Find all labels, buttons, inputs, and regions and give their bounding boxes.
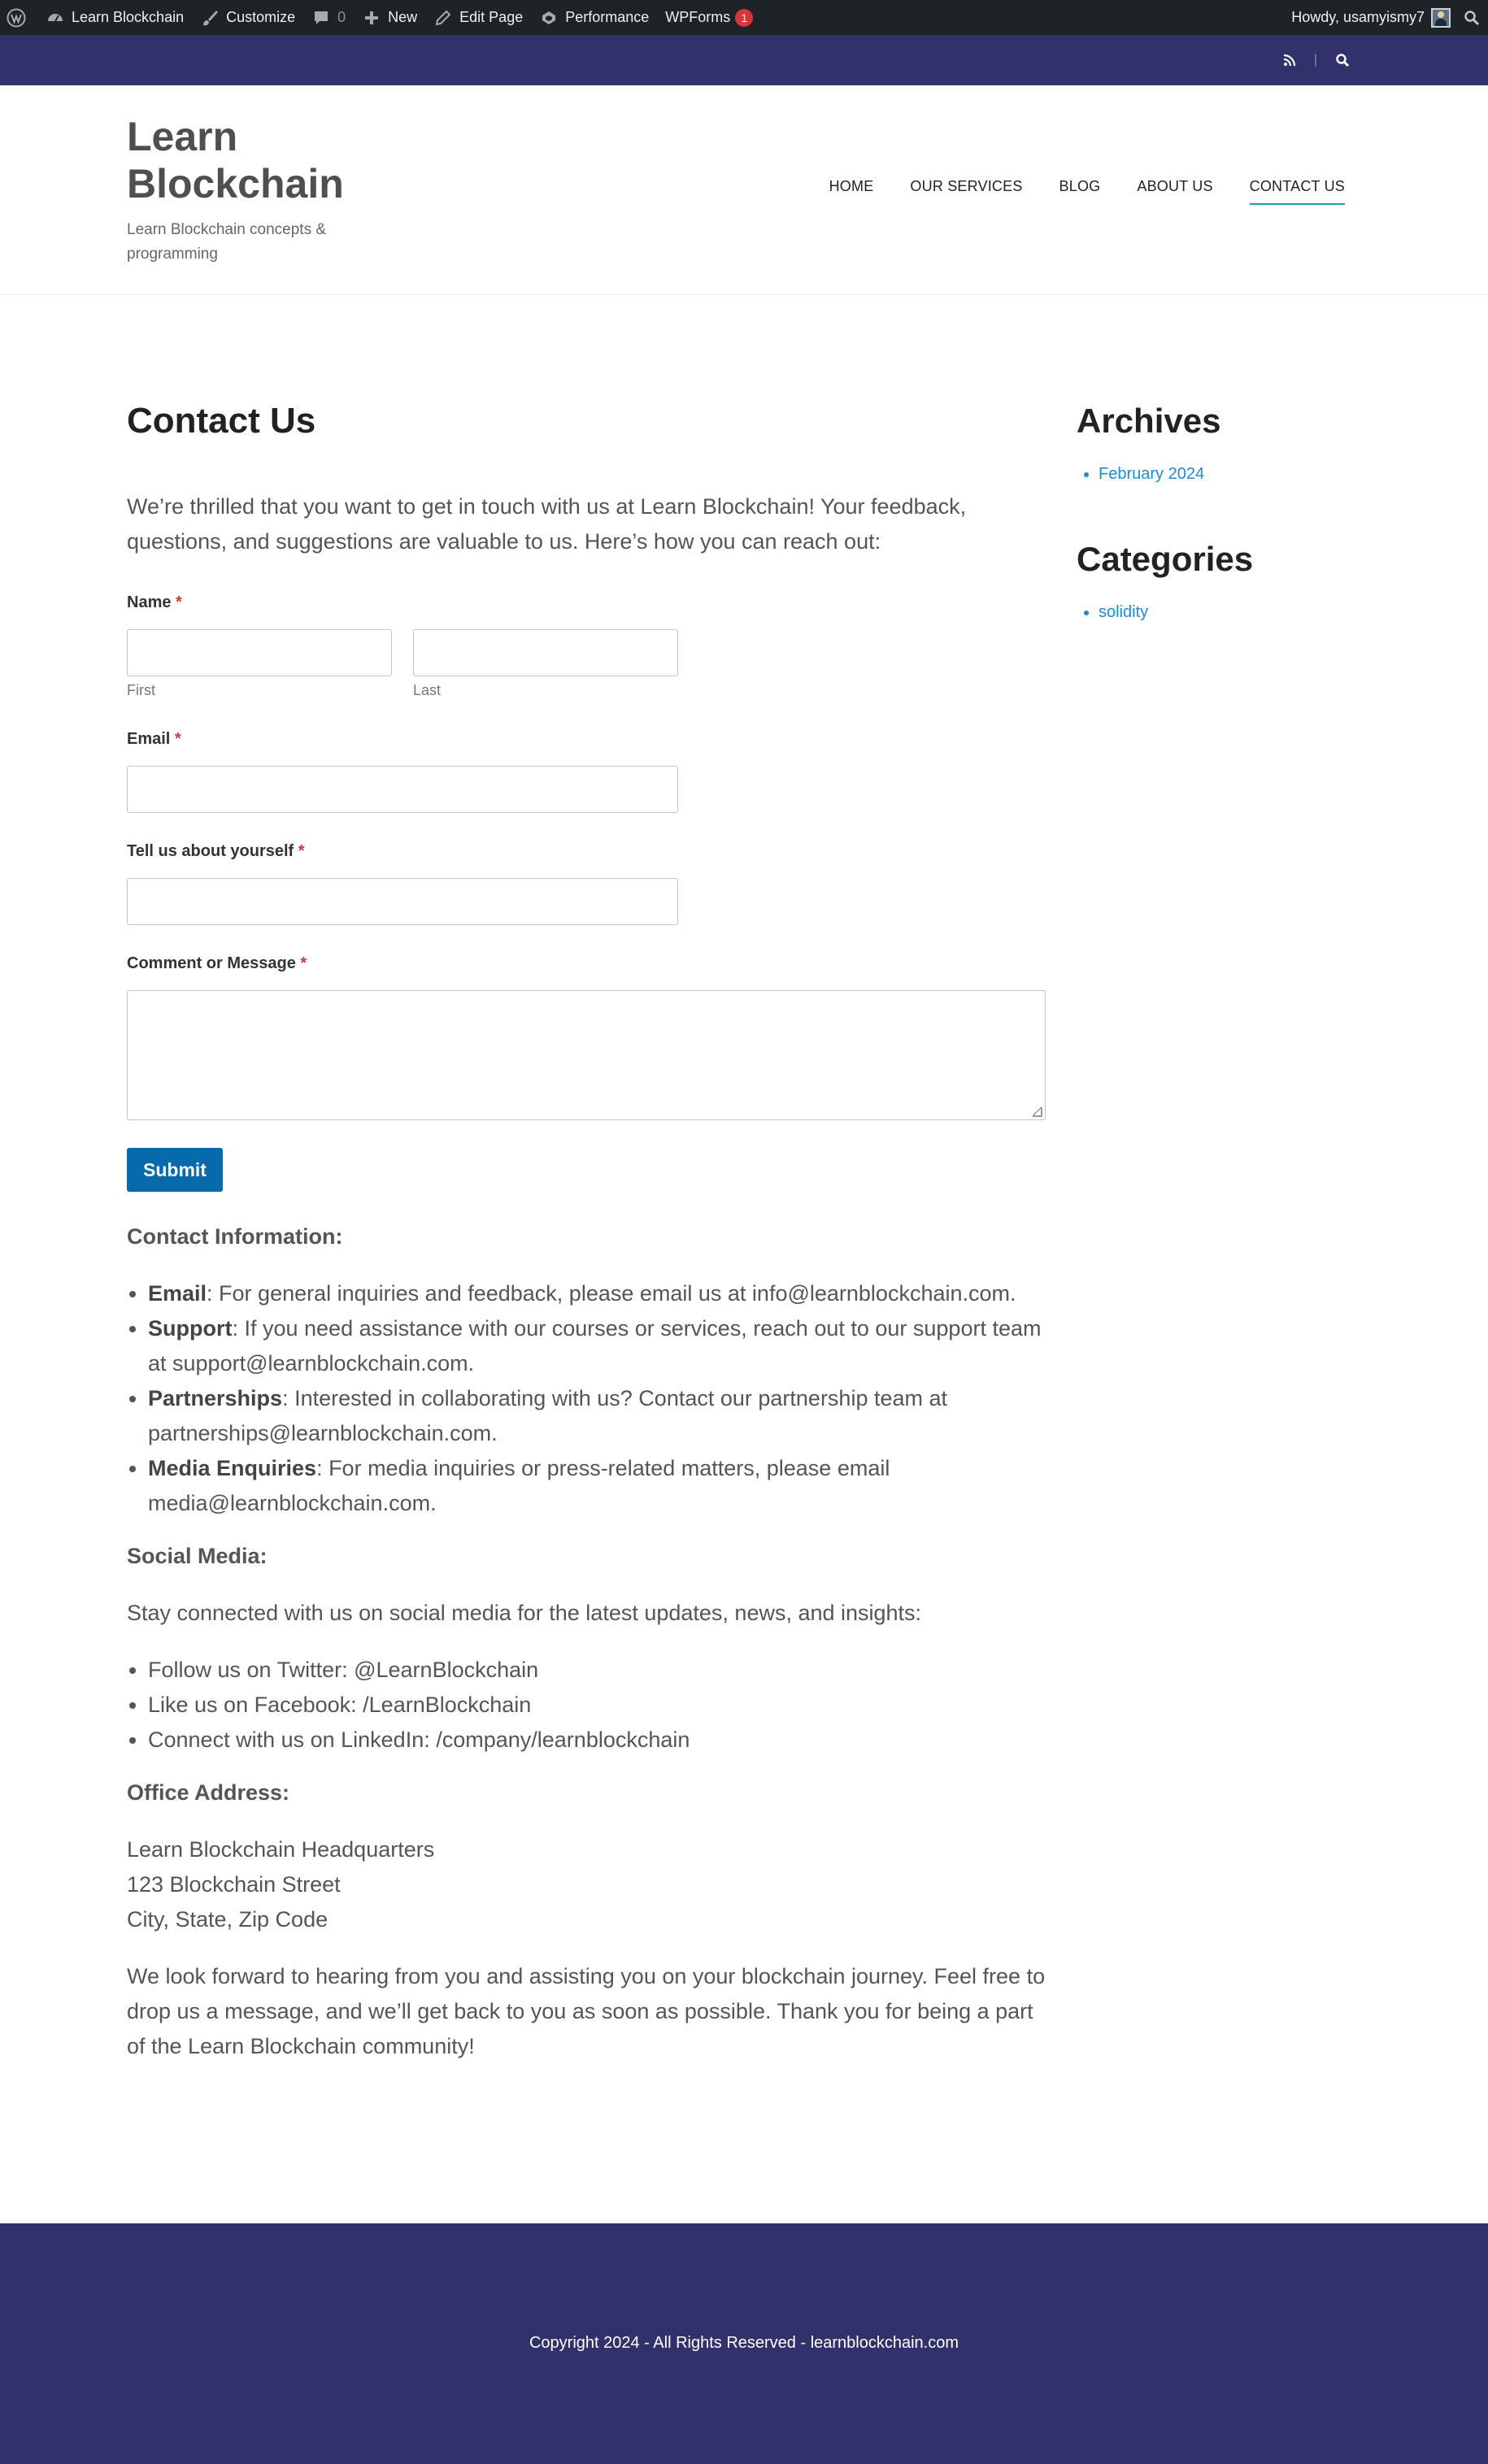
wpforms-label: WPForms bbox=[665, 9, 731, 25]
last-name-input[interactable] bbox=[413, 629, 678, 676]
howdy-label: Howdy, usamyismy7 bbox=[1291, 9, 1425, 25]
list-item: • Connect with us on LinkedIn: /company/learnblockchain bbox=[148, 1723, 1046, 1758]
sidebar bbox=[1077, 398, 1361, 623]
wordpress-logo-button[interactable] bbox=[0, 0, 37, 35]
archives-title: Archives bbox=[1077, 402, 1221, 440]
site-name-link[interactable] bbox=[37, 0, 192, 35]
closing-paragraph: We look forward to hearing from you and assisting you on your blockchain journey. Feel free to drop us a message, and we’ll get back to you as soon as possible. Thank you for being a part of the Learn Blockchain community! bbox=[127, 1964, 1046, 2058]
performance-label: Performance bbox=[565, 9, 650, 25]
contact-info-heading: Contact Information: bbox=[127, 1224, 343, 1249]
name-field-group bbox=[127, 592, 1046, 699]
list-item: • Like us on Facebook: /LearnBlockchain bbox=[148, 1688, 1046, 1723]
rss-icon[interactable] bbox=[1283, 54, 1296, 67]
site-header bbox=[0, 85, 1488, 295]
nav-our-services[interactable]: OUR SERVICES bbox=[910, 178, 1023, 194]
list-item: • Partnerships: Interested in collaborating with us? Contact our partnership team at partnerships@learnblockchain.com. bbox=[148, 1381, 1046, 1451]
social-media-heading: Social Media: bbox=[127, 1544, 268, 1568]
address-line: City, State, Zip Code bbox=[127, 1907, 328, 1932]
archives-widget bbox=[1077, 398, 1361, 485]
name-label: Name * bbox=[127, 593, 182, 611]
search-icon[interactable] bbox=[1335, 53, 1350, 67]
site-footer bbox=[0, 2223, 1488, 2464]
nav-home[interactable]: HOME bbox=[829, 178, 874, 194]
list-item: • Follow us on Twitter: @LearnBlockchain bbox=[148, 1653, 1046, 1688]
contact-info-list bbox=[127, 1276, 1046, 1521]
wpforms-notification-badge: 1 bbox=[735, 9, 753, 27]
submit-button[interactable]: Submit bbox=[127, 1148, 223, 1192]
page-title: Contact Us bbox=[127, 401, 316, 441]
edit-page-label: Edit Page bbox=[459, 9, 524, 25]
office-address-heading: Office Address: bbox=[127, 1780, 290, 1805]
nav-contact-us[interactable]: CONTACT US bbox=[1250, 178, 1345, 205]
office-address bbox=[127, 1832, 1046, 1937]
categories-title: Categories bbox=[1077, 540, 1254, 578]
performance-link[interactable] bbox=[531, 0, 657, 35]
topbar-separator: | bbox=[1313, 53, 1317, 67]
first-name-input[interactable] bbox=[127, 629, 392, 676]
required-mark: * bbox=[176, 593, 182, 611]
social-list bbox=[127, 1653, 1046, 1758]
about-field-group bbox=[127, 841, 1046, 925]
plus-icon bbox=[362, 8, 381, 28]
required-mark: * bbox=[300, 954, 307, 972]
site-name-label: Learn Blockchain bbox=[72, 9, 185, 25]
social-intro: Stay connected with us on social media for the latest updates, news, and insights: bbox=[127, 1601, 922, 1625]
message-field-group bbox=[127, 953, 1046, 1120]
address-line: 123 Blockchain Street bbox=[127, 1872, 341, 1897]
dashboard-icon bbox=[46, 8, 65, 28]
admin-bar bbox=[0, 0, 1488, 35]
admin-search-button[interactable] bbox=[1457, 0, 1488, 35]
about-label: Tell us about yourself * bbox=[127, 842, 305, 860]
comments-count: 0 bbox=[337, 9, 346, 25]
customize-link[interactable] bbox=[192, 0, 303, 35]
list-item: • Email: For general inquiries and feedback, please email us at info@learnblockchain.com. bbox=[148, 1276, 1046, 1311]
main-content bbox=[127, 398, 1046, 2064]
required-mark: * bbox=[174, 730, 181, 748]
first-sublabel: First bbox=[127, 682, 155, 698]
message-textarea[interactable] bbox=[127, 990, 1046, 1120]
search-icon bbox=[1464, 10, 1480, 26]
comment-icon bbox=[311, 8, 331, 28]
categories-widget bbox=[1077, 537, 1361, 623]
wpforms-link[interactable] bbox=[657, 0, 761, 35]
pencil-icon bbox=[433, 8, 453, 28]
copyright-text: Copyright 2024 - All Rights Reserved - learnblockchain.com bbox=[529, 2334, 959, 2352]
archive-link[interactable]: February 2024 bbox=[1099, 465, 1205, 483]
nav-blog[interactable]: BLOG bbox=[1059, 178, 1101, 194]
about-input[interactable] bbox=[127, 878, 678, 925]
main-navigation bbox=[793, 178, 1345, 205]
paintbrush-icon bbox=[200, 8, 220, 28]
category-item bbox=[1099, 602, 1361, 623]
archive-item bbox=[1099, 463, 1361, 485]
email-field-group bbox=[127, 728, 1046, 813]
address-line: Learn Blockchain Headquarters bbox=[127, 1837, 435, 1862]
performance-icon bbox=[539, 8, 559, 28]
new-content-link[interactable] bbox=[354, 0, 425, 35]
contact-form bbox=[127, 592, 1046, 1192]
site-title[interactable]: Learn Blockchain bbox=[127, 114, 344, 206]
required-mark: * bbox=[298, 842, 305, 860]
message-label: Comment or Message * bbox=[127, 954, 307, 972]
comments-link[interactable] bbox=[303, 0, 354, 35]
top-bar bbox=[0, 35, 1488, 85]
new-label: New bbox=[388, 9, 418, 25]
nav-about-us[interactable]: ABOUT US bbox=[1137, 178, 1213, 194]
email-input[interactable] bbox=[127, 766, 678, 813]
site-description: Learn Blockchain concepts & programming bbox=[127, 221, 327, 263]
last-sublabel: Last bbox=[413, 682, 442, 698]
list-item: • Media Enquiries: For media inquiries or press-related matters, please email media@learnblockchain.com. bbox=[148, 1451, 1046, 1521]
user-avatar bbox=[1431, 8, 1451, 28]
list-item: • Support: If you need assistance with our courses or services, reach out to our support team at support@learnblockchain.com. bbox=[148, 1311, 1046, 1381]
email-label: Email * bbox=[127, 730, 181, 748]
customize-label: Customize bbox=[226, 9, 296, 25]
edit-page-link[interactable] bbox=[425, 0, 531, 35]
intro-paragraph: We’re thrilled that you want to get in touch with us at Learn Blockchain! Your feedback, questions, and suggestions are valuable to us. Here’s how you can reach out: bbox=[127, 494, 967, 554]
my-account-link[interactable] bbox=[1283, 0, 1457, 35]
wordpress-icon bbox=[7, 8, 26, 28]
category-link[interactable]: solidity bbox=[1099, 603, 1149, 621]
